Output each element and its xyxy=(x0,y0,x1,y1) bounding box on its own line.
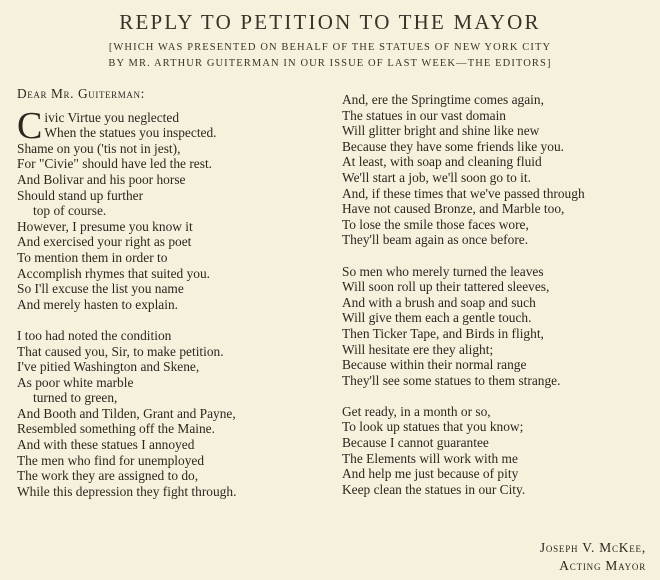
poem-line: When the statues you inspected. xyxy=(44,125,217,141)
poem-line: Because I cannot guarantee xyxy=(342,435,489,451)
poem-line: Then Ticker Tape, and Birds in flight, xyxy=(342,325,544,341)
poem-line: Shame on you ('tis not in jest), xyxy=(17,140,181,156)
poem-line: The work they are assigned to do, xyxy=(17,468,199,484)
poem-line: The statues in our vast domain xyxy=(342,107,507,123)
poem-line: They'll see some statues to them strange. xyxy=(342,372,561,388)
signature-title: Acting Mayor xyxy=(559,558,646,573)
poem-line: Will give them each a gentle touch. xyxy=(342,310,532,326)
poem-line: And, ere the Springtime comes again, xyxy=(342,92,544,107)
signature-name: Joseph V. McKee, xyxy=(539,540,646,555)
poem-line: The men who find for unemployed xyxy=(17,452,205,468)
greeting: Dear Mr. Guiterman: xyxy=(17,86,145,101)
poem-left-stanzas xyxy=(17,141,327,500)
poem-line: Will hesitate ere they alight; xyxy=(342,341,494,357)
poem-line: I too had noted the condition xyxy=(17,327,172,343)
poem-line: Will glitter bright and shine like new xyxy=(342,123,540,139)
poem-line: That caused you, Sir, to make petition. xyxy=(17,343,224,359)
poem-line: top of course. xyxy=(33,203,107,219)
poem-line: While this depression they fight through. xyxy=(17,483,237,499)
poem-line: At least, with soap and cleaning fluid xyxy=(342,154,542,170)
poem-line: And help me just because of pity xyxy=(342,466,519,482)
poem-line: Because within their normal range xyxy=(342,357,527,373)
poem-line: And with these statues I annoyed xyxy=(17,437,195,453)
poem-line: For "Civie" should have led the rest. xyxy=(17,156,213,172)
poem-line: ivic Virtue you neglected xyxy=(44,109,180,125)
poem-line: Have not caused Bronze, and Marble too, xyxy=(342,201,565,217)
poem-line: So I'll excuse the list you name xyxy=(17,281,184,297)
poem-line: To look up statues that you know; xyxy=(342,419,524,435)
poem-line: And Bolivar and his poor horse xyxy=(17,171,186,187)
drop-cap: C xyxy=(17,109,43,141)
poem-right-stanzas xyxy=(342,92,652,497)
poem-line: Accomplish rhymes that suited you. xyxy=(17,265,211,281)
stanza-break xyxy=(17,312,327,328)
poem-line: Will soon roll up their tattered sleeves, xyxy=(342,279,550,295)
editorial-note-line-2: BY MR. ARTHUR GUITERMAN IN OUR ISSUE OF LAST WEEK—THE EDITORS] xyxy=(108,58,552,69)
poem-line: And Booth and Tilden, Grant and Payne, xyxy=(17,405,236,421)
stanza-break xyxy=(342,388,652,404)
poem-line: turned to green, xyxy=(33,390,118,406)
poem-line: I've pitied Washington and Skene, xyxy=(17,359,200,375)
poem-line: Get ready, in a month or so, xyxy=(342,403,491,419)
signature-block xyxy=(540,539,646,575)
poem-line: We'll start a job, we'll soon go to it. xyxy=(342,169,531,185)
poem-line: To mention them in order to xyxy=(17,249,168,265)
poem-right-column xyxy=(342,92,652,497)
poem-line: And exercised your right as poet xyxy=(17,234,192,250)
editorial-note-line-1: [WHICH WAS PRESENTED ON BEHALF OF THE STATUES OF NEW YORK CITY xyxy=(108,42,552,53)
poem-line: And with a brush and soap and such xyxy=(342,294,536,310)
editorial-note xyxy=(0,40,660,72)
stanza-break xyxy=(342,248,652,264)
poem-line: And merely hasten to explain. xyxy=(17,296,179,312)
poem-line: They'll beam again as once before. xyxy=(342,232,529,248)
page-title: REPLY TO PETITION TO THE MAYOR xyxy=(119,10,541,34)
poem-line: However, I presume you know it xyxy=(17,218,193,234)
poem-left-column xyxy=(17,86,327,499)
poem-line: Because they have some friends like you. xyxy=(342,138,564,154)
poem-line: So men who merely turned the leaves xyxy=(342,263,544,279)
poem-line: Keep clean the statues in our City. xyxy=(342,481,526,497)
opening-lines xyxy=(17,110,327,141)
poem-line: As poor white marble xyxy=(17,374,134,390)
poem-line: And, if these times that we've passed through xyxy=(342,185,585,201)
poem-line: Should stand up further xyxy=(17,187,144,203)
poem-line: The Elements will work with me xyxy=(342,450,518,466)
poem-line: To lose the smile those faces wore, xyxy=(342,216,529,232)
poem-line: Resembled something off the Maine. xyxy=(17,421,215,437)
